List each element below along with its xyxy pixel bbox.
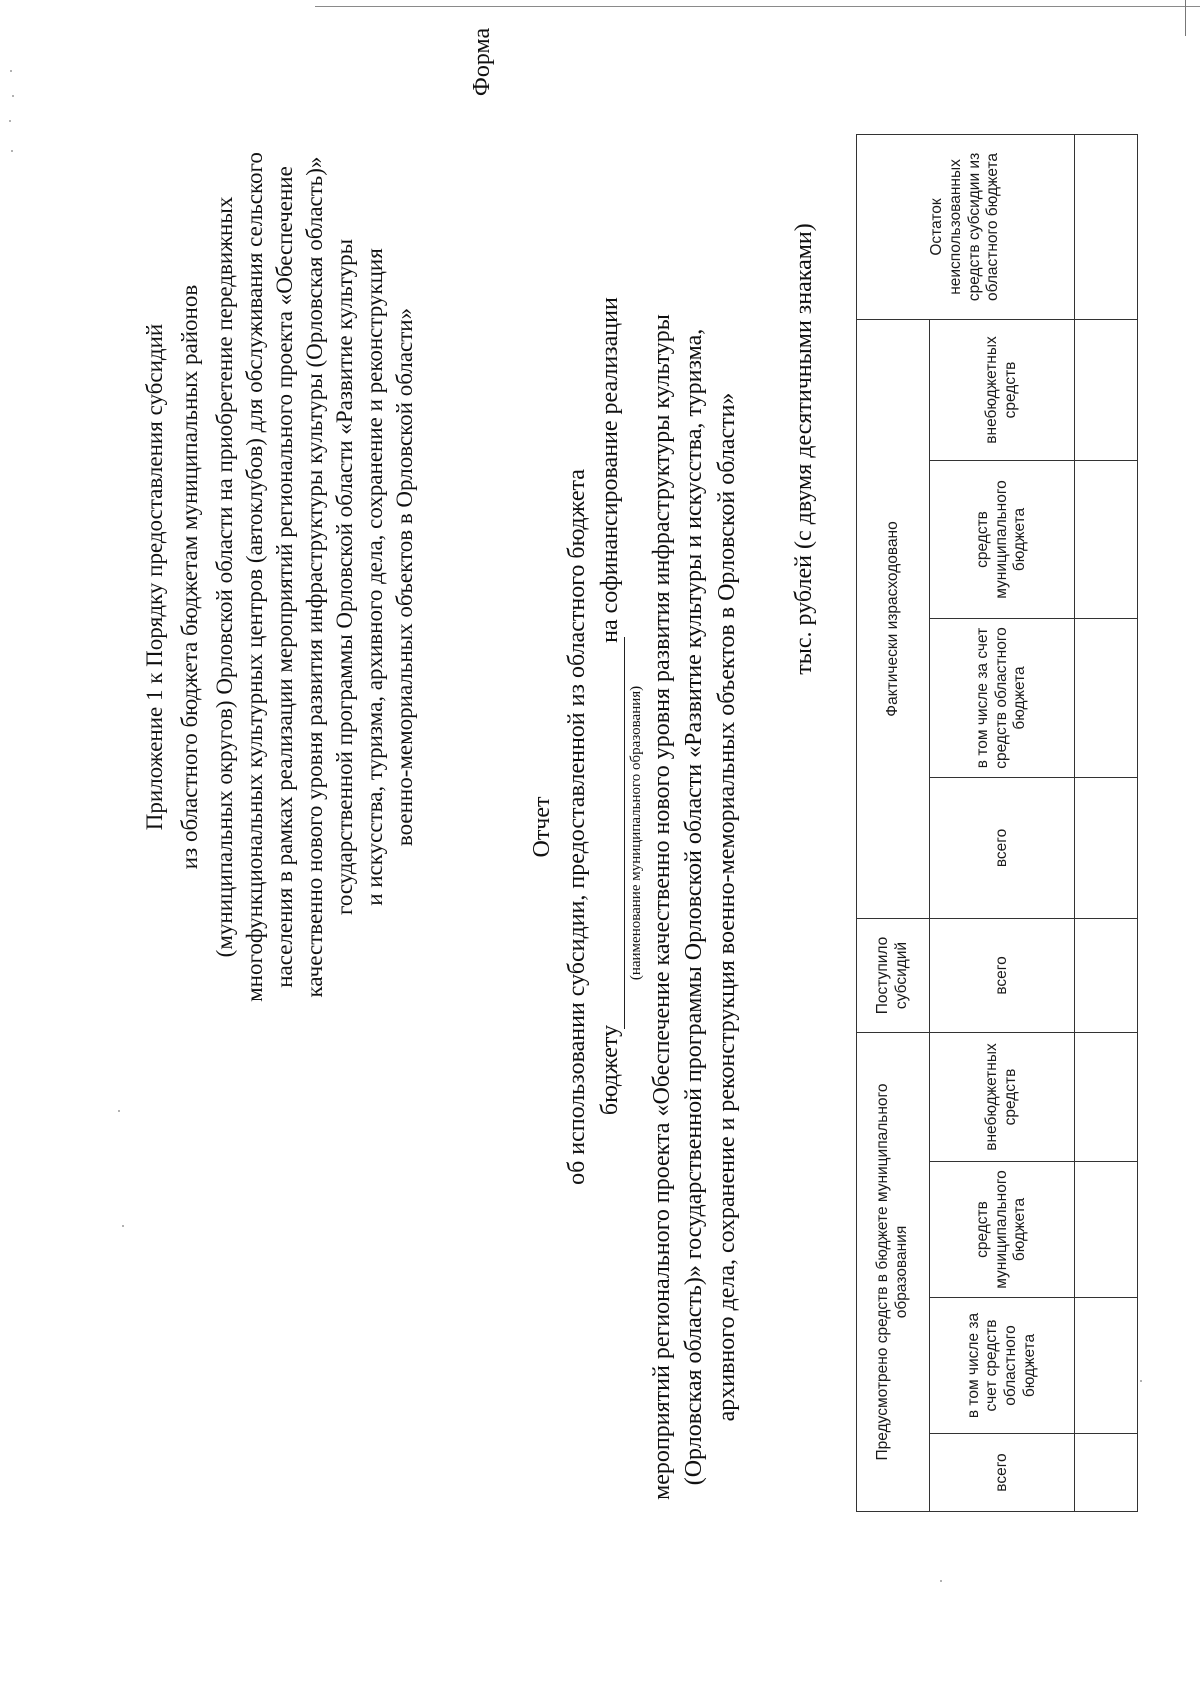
appendix-line: многофункциональных культурных центров (автоклубов) для обслуживания сельского (242, 152, 267, 1002)
subheader-planned-municipal: средств муниципального бюджета (930, 1162, 1075, 1298)
report-subtitle-line: (Орловская область)» государственной программы Орловской области «Развитие культуры и искусства, туризма, (681, 328, 707, 1486)
subheader-spent-total: всего (930, 777, 1075, 918)
table-cell[interactable] (1075, 319, 1138, 460)
units-label: тыс. рублей (с двумя десятичными знаками) (791, 223, 817, 675)
header-remainder: Остаток неиспользованных средств субсидии из областного бюджета (857, 134, 1075, 319)
subheader-planned-regional: в том числе за счет средств областного бюджета (930, 1298, 1075, 1434)
table-subheader-row (930, 134, 1075, 1511)
table-cell[interactable] (1075, 1434, 1138, 1512)
table-cell[interactable] (1075, 777, 1138, 918)
table-cell[interactable] (1075, 1298, 1138, 1434)
table-cell[interactable] (1075, 134, 1138, 319)
header-planned: Предусмотрено средств в бюджете муниципального образования (857, 1032, 930, 1511)
subheader-planned-total: всего (930, 1434, 1075, 1512)
appendix-line: (муниципальных округов) Орловской области на приобретение передвижных (212, 196, 237, 958)
appendix-line: государственной программы Орловской области «Развитие культуры (332, 238, 357, 916)
header-spent: Фактически израсходовано (857, 319, 930, 918)
report-table (856, 134, 1138, 1512)
appendix-line: Приложение 1 к Порядку предоставления субсидий (142, 323, 167, 831)
table-cell[interactable] (1075, 1032, 1138, 1161)
budget-suffix: на софинансирование реализации (597, 297, 623, 643)
subheader-spent-regional: в том числе за счет средств областного бюджета (930, 618, 1075, 777)
table-row (1075, 134, 1138, 1511)
appendix-line: качественно нового уровня развития инфраструктуры культуры (Орловская область)» (302, 156, 327, 998)
report-title: Отчет (529, 796, 555, 858)
subheader-spent-extrabudget: внебюджетных средств (930, 319, 1075, 460)
appendix-line: из областного бюджета бюджетам муниципальных районов (177, 284, 202, 870)
budget-prefix: бюджету (597, 1024, 623, 1116)
report-subtitle-line: об использовании субсидии, предоставленной из областного бюджета (564, 469, 590, 1185)
municipality-blank-line (624, 637, 625, 1029)
appendix-line: военно-мемориальных объектов в Орловской области» (392, 307, 417, 847)
report-subtitle-line: мероприятий регионального проекта «Обеспечение качественно нового уровня развития инфраструктуры культуры (649, 314, 675, 1500)
subheader-spent-municipal: средств муниципального бюджета (930, 460, 1075, 618)
table-cell[interactable] (1075, 618, 1138, 777)
header-received: Поступило субсидий (857, 918, 930, 1032)
appendix-line: и искусства, туризма, архивного дела, сохранение и реконструкция (362, 248, 387, 906)
subheader-planned-extrabudget: внебюджетных средств (930, 1032, 1075, 1161)
municipality-blank-caption: (наименование муниципального образования) (628, 685, 644, 981)
subheader-received-total: всего (930, 918, 1075, 1032)
report-subtitle-line: архивного дела, сохранение и реконструкция военно-мемориальных объектов в Орловской области» (714, 392, 740, 1422)
table-cell[interactable] (1075, 918, 1138, 1032)
table-group-header-row (857, 134, 930, 1511)
table-cell[interactable] (1075, 460, 1138, 618)
table-cell[interactable] (1075, 1162, 1138, 1298)
form-label: Форма (469, 27, 495, 97)
appendix-line: населения в рамках реализации мероприятий регионального проекта «Обеспечение (272, 166, 297, 988)
